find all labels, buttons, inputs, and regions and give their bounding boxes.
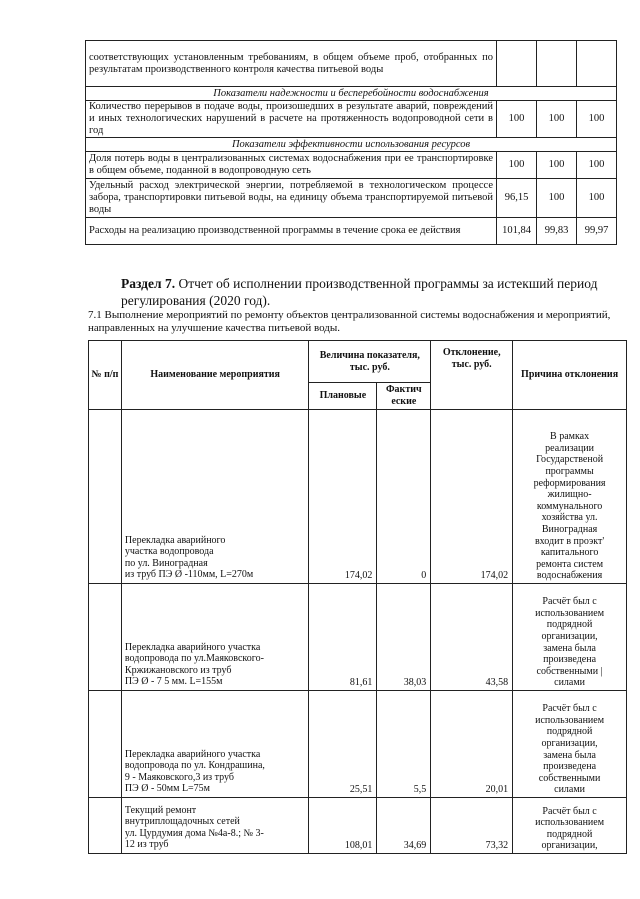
indicator-value: 99,83 xyxy=(537,218,577,245)
deviation-reason: Расчёт был с использованием подрядной организации, xyxy=(513,798,627,854)
indicator-value: 100 xyxy=(497,101,537,138)
table-row xyxy=(89,584,627,691)
indicator-value: 100 xyxy=(537,179,577,218)
header-planned: Плановые xyxy=(309,383,377,410)
indicator-text: соответствующих установленным требованиям, в общем объеме проб, отобранных по результатам производственного контроля качества питьевой воды xyxy=(86,41,497,87)
subsection-heading: Показатели надежности и бесперебойности водоснабжения xyxy=(86,87,617,101)
table-row xyxy=(89,798,627,854)
header-deviation: Отклонение, тыс. руб. xyxy=(431,341,513,410)
activity-name: Перекладка аварийного участка водопровода по ул.Маяковского- Кржижановского из труб ПЭ Ø - 7 5 мм. L=155м xyxy=(121,584,309,691)
header-num: № п/п xyxy=(89,341,122,410)
actual-value: 34,69 xyxy=(377,798,431,854)
indicator-value: 100 xyxy=(537,152,577,179)
table-row xyxy=(89,410,627,584)
indicator-value: 100 xyxy=(537,101,577,138)
section-title: Отчет об исполнении производственной программы за истекший период регулирования (2020 год). xyxy=(121,276,598,308)
table-row xyxy=(86,101,617,138)
indicator-value: 99,97 xyxy=(577,218,617,245)
header-name: Наименование мероприятия xyxy=(121,341,309,410)
indicator-value: 100 xyxy=(577,179,617,218)
table-row xyxy=(86,138,617,152)
activity-name: Текущий ремонт внутриплощадочных сетей ул. Цурдумия дома №4а-8.; № 3- 12 из труб xyxy=(121,798,309,854)
actual-value: 38,03 xyxy=(377,584,431,691)
indicator-text: Расходы на реализацию производственной программы в течение срока ее действия xyxy=(86,218,497,245)
indicator-value: 96,15 xyxy=(497,179,537,218)
deviation-reason: Расчёт был с использованием подрядной организации, замена была произведена собственными | силами xyxy=(513,584,627,691)
planned-value: 25,51 xyxy=(309,691,377,798)
deviation-reason: В рамках реализации Государственой программы реформирования жилищно- коммунального хозяйства ул. Виноградная входит в проэкт' капитального ремонта систем водоснабжения xyxy=(513,410,627,584)
planned-value: 174,02 xyxy=(309,410,377,584)
section-number: Раздел 7. xyxy=(121,276,176,291)
actual-value: 5,5 xyxy=(377,691,431,798)
indicator-value: 100 xyxy=(577,101,617,138)
deviation-reason: Расчёт был с использованием подрядной организации, замена была произведена собственными силами xyxy=(513,691,627,798)
table-row xyxy=(89,691,627,798)
indicator-text: Удельный расход электрической энергии, потребляемой в технологическом процессе забора, транспортировки питьевой воды, на единицу объема транспортируемой питьевой воды xyxy=(86,179,497,218)
indicator-value: 100 xyxy=(497,152,537,179)
planned-value: 81,61 xyxy=(309,584,377,691)
activity-name: Перекладка аварийного участка водопровода по ул. Кондрашина, 9 - Маяковского,3 из труб ПЭ Ø - 50мм L=75м xyxy=(121,691,309,798)
deviation-value: 43,58 xyxy=(431,584,513,691)
table-row xyxy=(86,87,617,101)
deviation-value: 174,02 xyxy=(431,410,513,584)
intro-paragraph: 7.1 Выполнение мероприятий по ремонту объектов централизованной системы водоснабжения и мероприятий, направленных на улучшение качества питьевой воды. xyxy=(88,309,611,334)
table-row xyxy=(86,218,617,245)
table-row xyxy=(86,179,617,218)
subsection-heading: Показатели эффективности использования ресурсов xyxy=(86,138,617,152)
table-row xyxy=(86,41,617,87)
indicator-value: 100 xyxy=(577,152,617,179)
table-row xyxy=(86,152,617,179)
indicator-text: Доля потерь воды в централизованных системах водоснабжения при ее транспортировке в общем объеме, поданной в водопроводную сеть xyxy=(86,152,497,179)
actual-value: 0 xyxy=(377,410,431,584)
activities-table xyxy=(88,340,627,854)
indicators-table xyxy=(85,40,617,245)
indicator-text: Количество перерывов в подаче воды, произошедших в результате аварий, повреждений и иных технологических нарушений в расчете на протяженность водопроводной сети в год xyxy=(86,101,497,138)
activity-name: Перекладка аварийного участка водопровода по ул. Виноградная из труб ПЭ Ø -110мм, L=270м xyxy=(121,410,309,584)
deviation-value: 20,01 xyxy=(431,691,513,798)
header-reason: Причина отклонения xyxy=(513,341,627,410)
indicator-value: 101,84 xyxy=(497,218,537,245)
header-value-group: Величина показателя, тыс. руб. xyxy=(309,341,431,383)
section-heading xyxy=(121,275,626,309)
header-row xyxy=(89,341,627,383)
planned-value: 108,01 xyxy=(309,798,377,854)
deviation-value: 73,32 xyxy=(431,798,513,854)
header-actual: Фактич еские xyxy=(377,383,431,410)
